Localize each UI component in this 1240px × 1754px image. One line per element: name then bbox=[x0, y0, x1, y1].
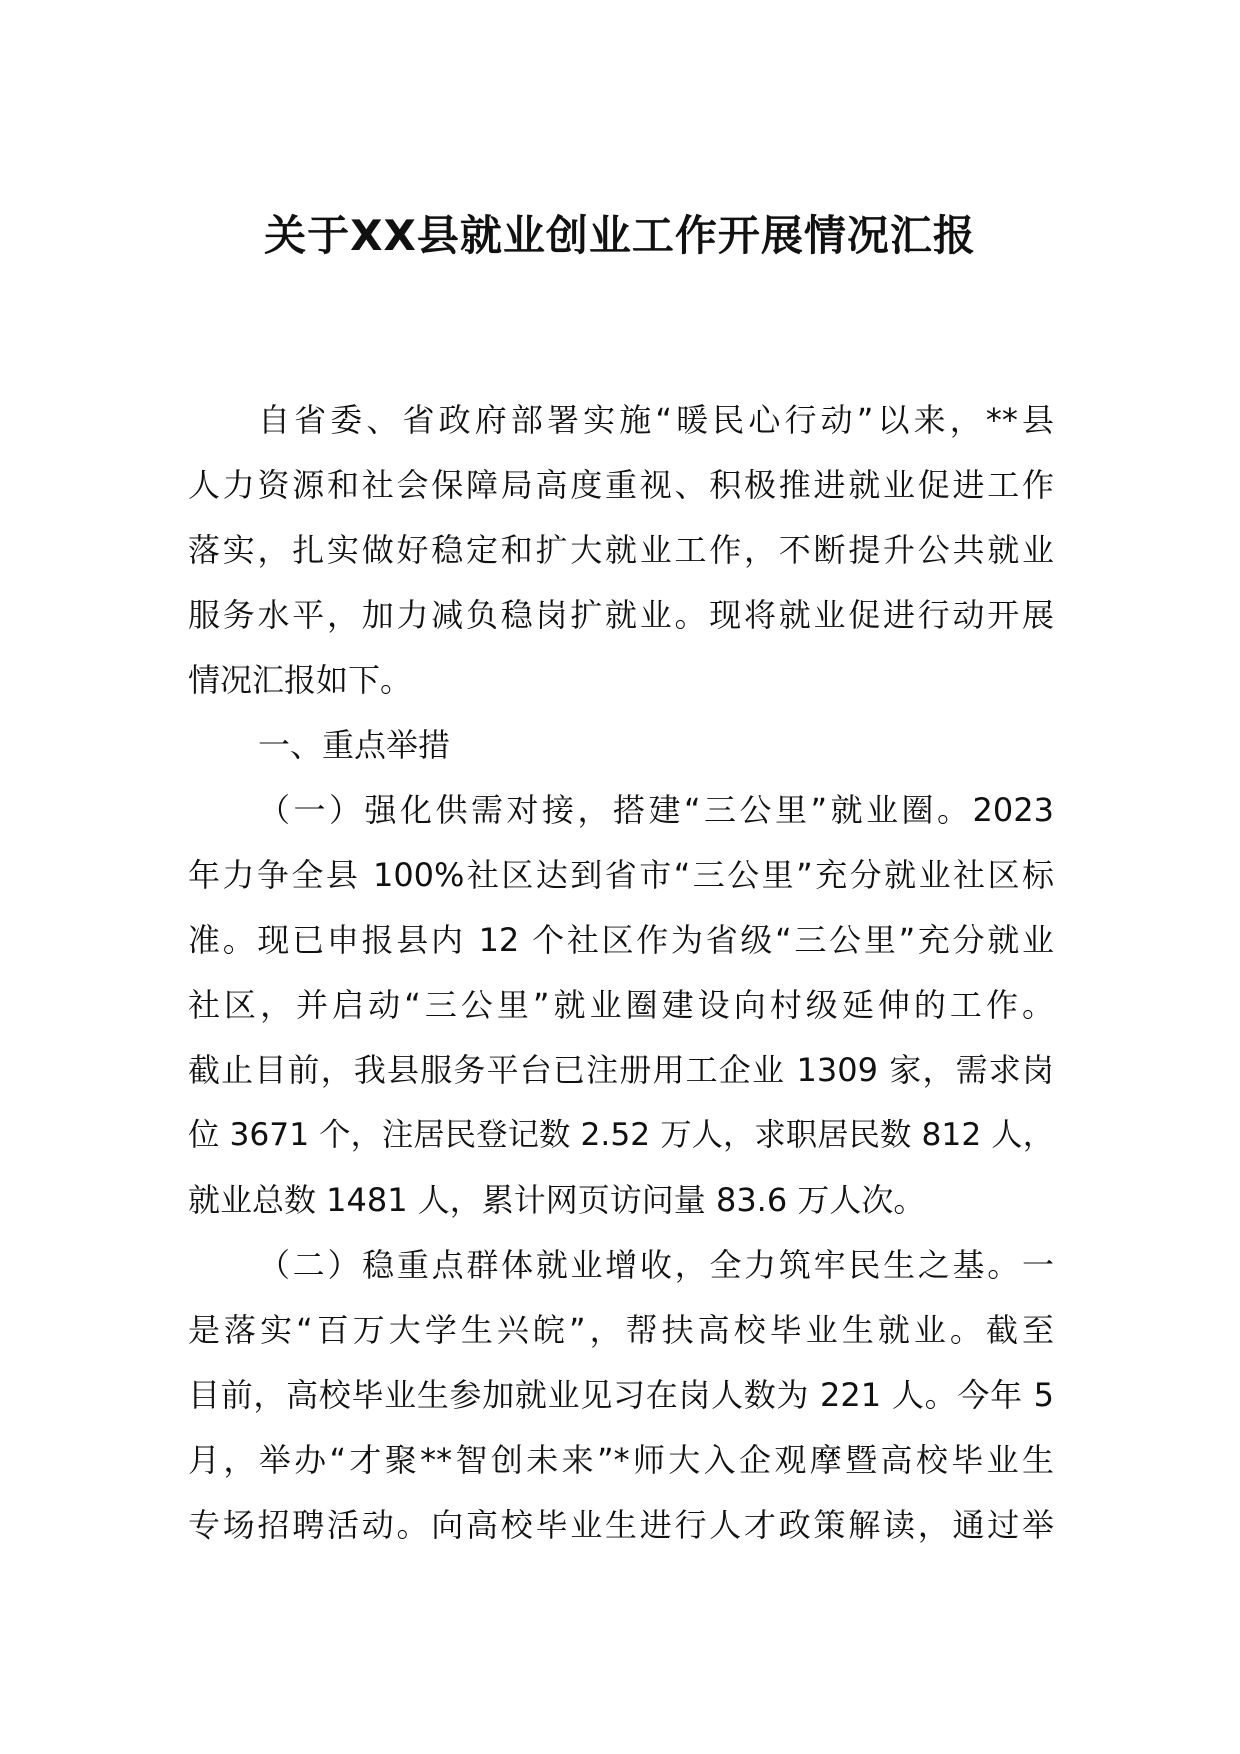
body-line: 自省委、省政府部署实施“暖民心行动”以来，**县 bbox=[258, 401, 1054, 439]
body-line: （一）强化供需对接，搭建“三公里”就业圈。2023 bbox=[258, 791, 1054, 829]
body-line: 目前，高校毕业生参加就业见习在岗人数为 221 人。今年 5 bbox=[188, 1376, 1054, 1414]
body-line: 情况汇报如下。 bbox=[188, 661, 413, 699]
body-line: 是落实“百万大学生兴皖”，帮扶高校毕业生就业。截至 bbox=[188, 1311, 1054, 1349]
body-line: 就业总数 1481 人，累计网页访问量 83.6 万人次。 bbox=[188, 1181, 926, 1219]
body-line: 截止目前，我县服务平台已注册用工企业 1309 家，需求岗 bbox=[188, 1051, 1054, 1089]
body-line: 一、重点举措 bbox=[258, 726, 451, 764]
body-line: 落实，扎实做好稳定和扩大就业工作，不断提升公共就业 bbox=[188, 531, 1054, 569]
body-line: 准。现已申报县内 12 个社区作为省级“三公里”充分就业 bbox=[188, 921, 1054, 959]
body-line: 人力资源和社会保障局高度重视、积极推进就业促进工作 bbox=[188, 466, 1054, 504]
body-line: 月，举办“才聚**智创未来”*师大入企观摩暨高校毕业生 bbox=[188, 1441, 1054, 1479]
body-line: 社区，并启动“三公里”就业圈建设向村级延伸的工作。 bbox=[188, 986, 1054, 1024]
document-body bbox=[188, 388, 1054, 1558]
body-line: 服务水平，加力减负稳岗扩就业。现将就业促进行动开展 bbox=[188, 596, 1054, 634]
body-line: （二）稳重点群体就业增收，全力筑牢民生之基。一 bbox=[258, 1246, 1054, 1284]
document-title: 关于XX县就业创业工作开展情况汇报 bbox=[264, 211, 976, 260]
body-line: 年力争全县 100%社区达到省市“三公里”充分就业社区标 bbox=[188, 856, 1054, 894]
body-line: 专场招聘活动。向高校毕业生进行人才政策解读，通过举 bbox=[188, 1506, 1054, 1544]
body-line: 位 3671 个，注居民登记数 2.52 万人，求职居民数 812 人， bbox=[188, 1117, 1054, 1153]
